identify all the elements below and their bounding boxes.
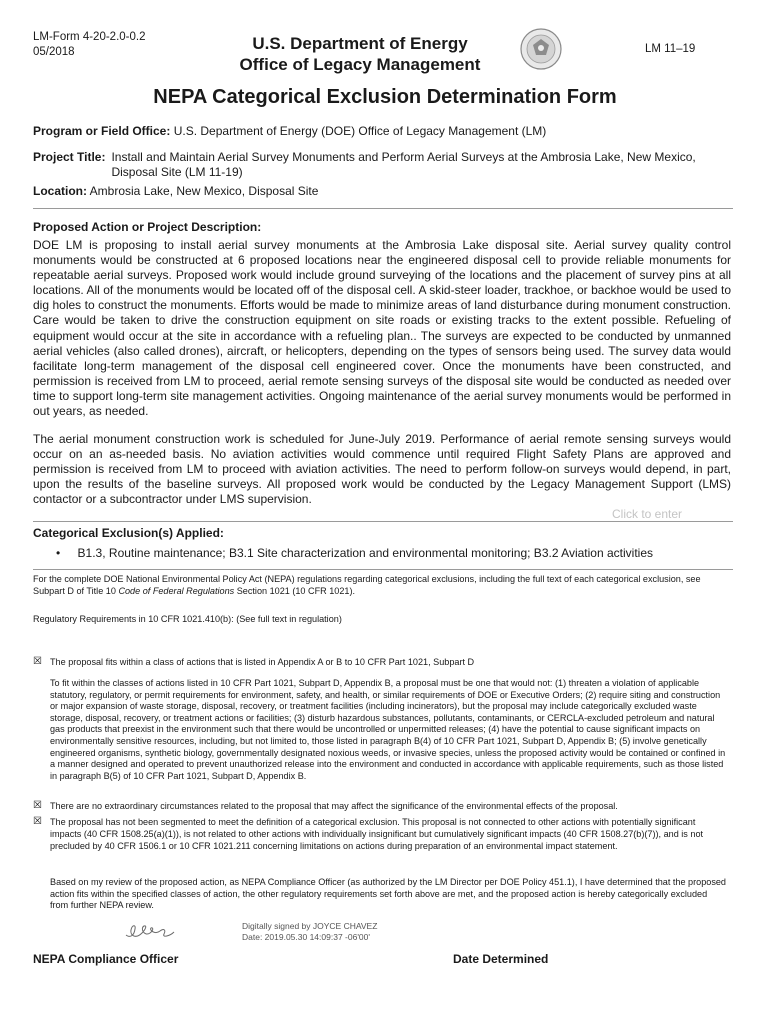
digital-signature-stamp (242, 921, 377, 943)
project-title (33, 150, 733, 180)
checked-box-icon[interactable]: ☒ (33, 816, 42, 827)
digital-signer: Digitally signed by JOYCE CHAVEZ (242, 921, 378, 931)
check-item-text: The proposal has not been segmented to meet the definition of a categorical exclusion. This proposal is not connected to other actions with potentially significant impacts (40 CFR 1508.25(a)(1)), is not related to other actions with individually insignificant but cumulatively significant impacts (40 CFR 1508.27(b)(7)), and is not precluded by 40 CFR 1506.1 or 10 CFR 1021.211 concerning limitations on actions during preparation of an environmental impact statement. (50, 817, 704, 851)
check-item-appendix (33, 656, 723, 668)
click-to-enter-placeholder[interactable]: Click to enter (612, 507, 683, 521)
description-paragraph-2: The aerial monument construction work is scheduled for June-July 2019. Performance of aerial remote sensing surveys would occur on an as-needed basis. No aviation activities would commence until required Flight Safety Plans are approved and permission is received from LM to proceed with aviation activities. The need to perform follow-on surveys would depend, in part, upon the results of the baseline surveys. All proposed work would be conducted by the Legacy Management Support (LMS) contactor or a subcontractor under LMS supervision. (33, 432, 731, 507)
check-item-text: The proposal fits within a class of actions that is listed in Appendix A or B to 10 CFR Part 1021, Subpart D (50, 657, 475, 667)
location-value: Ambrosia Lake, New Mexico, Disposal Site (89, 184, 319, 198)
cfr-reference-italic: Code of Federal Regulations (118, 586, 235, 596)
date-determined-label: Date Determined (453, 952, 549, 966)
bullet-icon: • (56, 546, 61, 560)
program-office (33, 124, 733, 139)
exclusions-list (56, 546, 653, 560)
check-item-circumstances (33, 800, 723, 812)
cfr-reference (33, 573, 713, 597)
project-title-value: Install and Maintain Aerial Survey Monuments and Perform Aerial Surveys at the Ambrosia Lake, New Mexico, Disposal Site (LM 11-19) (111, 150, 696, 179)
form-date: 05/2018 (33, 46, 75, 58)
digital-date: Date: 2019.05.30 14:09:37 -06'00' (242, 932, 371, 942)
agency-name (0, 33, 720, 75)
check-item-segmentation (33, 816, 723, 852)
handwritten-signature (122, 920, 178, 947)
description-heading: Proposed Action or Project Description: (33, 220, 262, 234)
description-paragraph-1: DOE LM is proposing to install aerial survey monuments at the Ambrosia Lake disposal site. Aerial survey quality control monuments would be constructed at 6 proposed locations near the engineered disposal cell to provide reliable monuments for repeatable aerial surveys. Proposed work would include ground surveying of the locations and the placement of survey pins at all locations. All of the monuments would be located off of the disposal cell. A skid-steer loader, trackhoe, or backhoe would be used to dig holes to construct the monuments. Efforts would be made to minimize areas of land disturbance during monument construction. Care would be taken to drive the construction equipment on site roads or existing tracks to the extent possible. Refueling of equipment would occur at the site in accordance with a refueling plan.. The surveys are expected to be conducted by unmanned aerial vehicles (also called drones), aircraft, or helicopters, depending on the types of sensors being used. The survey data would facilitate long-term management of the disposal cell engineered cover. Once the monuments have been constructed, and permission is received from LM to proceed, aerial remote sensing surveys of the disposal site would be conducted as needed over time to support long-term site management activities. Ongoing maintenance of the aerial survey monuments would be performed in out years, as needed. (33, 238, 731, 419)
divider (33, 208, 733, 209)
doe-seal-icon (520, 28, 562, 70)
exclusion-item: B1.3, Routine maintenance; B3.1 Site characterization and environmental monitoring; B3.2 Aviation activities (77, 546, 653, 560)
page-title: NEPA Categorical Exclusion Determination Form (153, 86, 617, 108)
form-number: LM-Form 4-20-2.0-0.2 (33, 31, 146, 43)
regulatory-requirements: Regulatory Requirements in 10 CFR 1021.410(b): (See full text in regulation) (33, 614, 342, 624)
program-value: U.S. Department of Energy (DOE) Office of Legacy Management (LM) (173, 124, 547, 138)
determination-statement: Based on my review of the proposed action, as NEPA Compliance Officer (as authorized by the LM Director per DOE Policy 451.1), I have determined that the proposed action fits within the specified classes of action, the other regulatory requirements set forth above are met, and the proposed action is hereby categorically excluded from further NEPA review. (50, 877, 726, 911)
agency-line-1: U.S. Department of Energy (252, 34, 468, 53)
agency-line-2: Office of Legacy Management (239, 55, 481, 74)
checked-box-icon[interactable]: ☒ (33, 656, 42, 667)
document-number: LM 11–19 (645, 43, 696, 55)
compliance-officer-label: NEPA Compliance Officer (33, 952, 179, 966)
project-title-label: Project Title: (33, 150, 106, 164)
check-item-text: There are no extraordinary circumstances related to the proposal that may affect the significance of the environmental effects of the proposal. (50, 801, 618, 811)
divider (33, 569, 733, 570)
appendix-detail: To fit within the classes of actions listed in 10 CFR Part 1021, Subpart D, Appendix B, a proposal must be one that would not: (1) threaten a violation of applicable statutory, regulatory, or permit requirements for environment, safety, and health, or similar requirements of DOE or Executive Orders; (2) require siting and construction or major expansion of waste storage, disposal, recovery, or treatment facilities (including incinerators), but the proposal may include categorically excluded waste storage, disposal, recovery, or treatment actions or facilities; (3) disturb hazardous substances, pollutants, contaminants, or CERCLA-excluded petroleum and natural gas products that preexist in the environment such that there would be uncontrolled or unpermitted releases; (4) have the potential to cause significant impacts on environmentally sensitive resources, including, but not limited to, those listed in paragraph B(4) of 10 CFR Part 1021, Subpart D, Appendix B; (5) involve genetically engineered organisms, synthetic biology, governmentally designated noxious weeds, or invasive species, unless the proposed activity would be contained or confined in a manner designed and operated to prevent unauthorized release into the environment and conducted in accordance with applicable requirements, such as those listed in paragraph B(5) of 10 CFR Part 1021, Subpart D, Appendix B. (50, 678, 726, 781)
cfr-reference-text-end: Section 1021 (10 CFR 1021). (234, 586, 356, 596)
cfr-reference-text: For the complete DOE National Environmental Policy Act (NEPA) regulations regarding categorical exclusions, including the full text of each categorical exclusion, see Subpart D of Title 10 (33, 574, 701, 596)
divider (33, 521, 733, 522)
exclusions-heading: Categorical Exclusion(s) Applied: (33, 526, 224, 540)
checked-box-icon[interactable]: ☒ (33, 800, 42, 811)
location-label: Location: (33, 184, 87, 198)
program-label: Program or Field Office: (33, 124, 171, 138)
location (33, 184, 733, 199)
